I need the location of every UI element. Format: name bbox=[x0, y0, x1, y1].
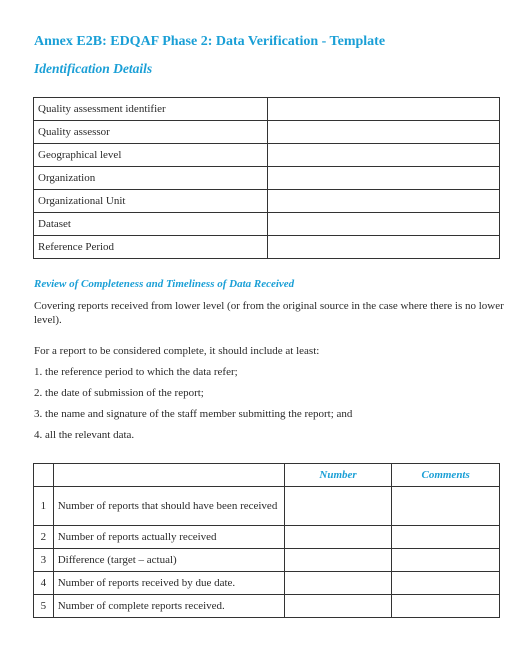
row-value-field[interactable] bbox=[268, 144, 500, 167]
criteria-item: 1. the reference period to which the data refer; bbox=[34, 366, 238, 378]
row-label: Organization bbox=[34, 167, 268, 190]
number-field[interactable] bbox=[284, 526, 391, 549]
row-label: Reference Period bbox=[34, 236, 268, 259]
row-label: Dataset bbox=[34, 213, 268, 236]
row-label: Quality assessment identifier bbox=[34, 98, 268, 121]
number-field[interactable] bbox=[284, 595, 391, 618]
row-value-field[interactable] bbox=[268, 121, 500, 144]
row-description: Number of reports that should have been received bbox=[53, 487, 284, 526]
table-row bbox=[34, 572, 500, 595]
covering-text: Covering reports received from lower level (or from the original source in the case where there is no lower level). bbox=[34, 300, 504, 326]
table-row bbox=[34, 213, 500, 236]
row-description: Number of complete reports received. bbox=[53, 595, 284, 618]
row-index: 5 bbox=[34, 595, 54, 618]
row-description: Difference (target – actual) bbox=[53, 549, 284, 572]
criteria-item: 3. the name and signature of the staff member submitting the report; and bbox=[34, 408, 353, 420]
table-row bbox=[34, 144, 500, 167]
row-value-field[interactable] bbox=[268, 213, 500, 236]
row-description: Number of reports received by due date. bbox=[53, 572, 284, 595]
row-value-field[interactable] bbox=[268, 190, 500, 213]
criteria-item: 2. the date of submission of the report; bbox=[34, 387, 204, 399]
row-value-field[interactable] bbox=[268, 98, 500, 121]
number-field[interactable] bbox=[284, 549, 391, 572]
number-field[interactable] bbox=[284, 487, 391, 526]
table-header-row bbox=[34, 464, 500, 487]
document-title: Annex E2B: EDQAF Phase 2: Data Verification - Template bbox=[34, 34, 386, 49]
table-row bbox=[34, 98, 500, 121]
row-index: 2 bbox=[34, 526, 54, 549]
table-row bbox=[34, 190, 500, 213]
comments-field[interactable] bbox=[392, 595, 500, 618]
row-label: Geographical level bbox=[34, 144, 268, 167]
table-row bbox=[34, 167, 500, 190]
comments-field[interactable] bbox=[392, 487, 500, 526]
review-heading: Review of Completeness and Timeliness of Data Received bbox=[34, 278, 295, 290]
comments-field[interactable] bbox=[392, 572, 500, 595]
header-description-cell bbox=[53, 464, 284, 487]
table-row bbox=[34, 236, 500, 259]
column-header-number: Number bbox=[284, 464, 391, 487]
criteria-item: 4. all the relevant data. bbox=[34, 429, 135, 441]
row-index: 1 bbox=[34, 487, 54, 526]
table-row bbox=[34, 487, 500, 526]
comments-field[interactable] bbox=[392, 549, 500, 572]
header-index-cell bbox=[34, 464, 54, 487]
criteria-intro: For a report to be considered complete, it should include at least: bbox=[34, 345, 320, 357]
row-label: Quality assessor bbox=[34, 121, 268, 144]
comments-field[interactable] bbox=[392, 526, 500, 549]
row-index: 3 bbox=[34, 549, 54, 572]
identification-table bbox=[33, 97, 500, 259]
number-field[interactable] bbox=[284, 572, 391, 595]
table-row bbox=[34, 595, 500, 618]
section-title-identification: Identification Details bbox=[34, 61, 153, 76]
row-value-field[interactable] bbox=[268, 236, 500, 259]
table-row bbox=[34, 526, 500, 549]
table-row bbox=[34, 121, 500, 144]
column-header-comments: Comments bbox=[392, 464, 500, 487]
row-label: Organizational Unit bbox=[34, 190, 268, 213]
row-description: Number of reports actually received bbox=[53, 526, 284, 549]
table-row bbox=[34, 549, 500, 572]
review-table bbox=[33, 463, 500, 618]
row-value-field[interactable] bbox=[268, 167, 500, 190]
row-index: 4 bbox=[34, 572, 54, 595]
